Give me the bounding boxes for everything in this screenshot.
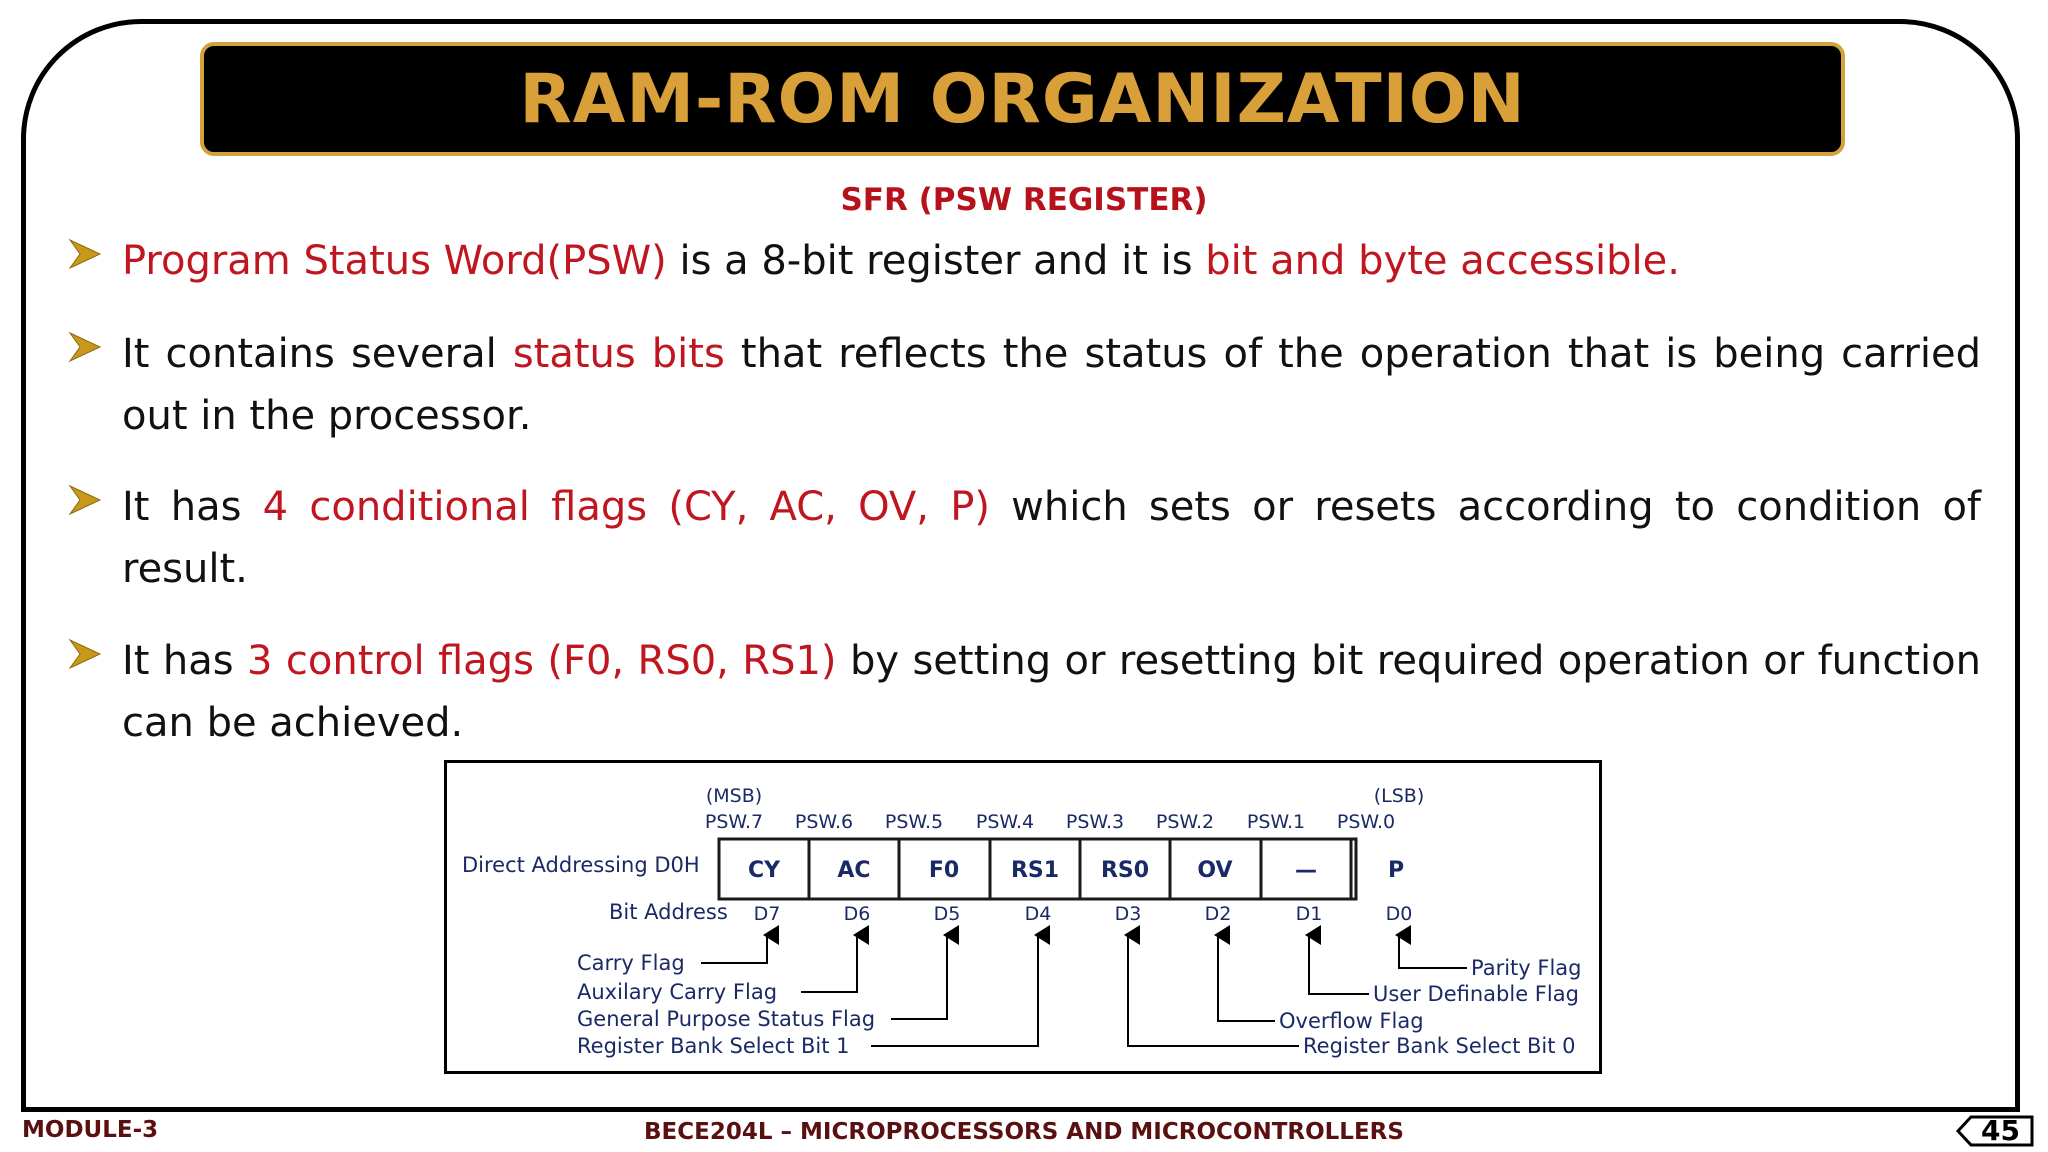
msb-label: (MSB): [705, 785, 763, 807]
bit-cell-ac: AC: [837, 858, 871, 883]
psw-diagram-canvas: [447, 763, 1599, 1071]
bullet-text-segment: It has: [122, 638, 248, 684]
bit-cell-rs0: RS0: [1100, 858, 1150, 883]
slide-title: RAM-ROM ORGANIZATION: [519, 59, 1526, 139]
bit-cell-f0: F0: [928, 858, 960, 883]
aux-carry-connector: [801, 935, 857, 992]
arrow-bullet-icon: [66, 234, 106, 274]
psw-register-diagram: [444, 760, 1602, 1074]
bit-cell-rs1: RS1: [1010, 858, 1060, 883]
psw-label: PSW.5: [884, 811, 944, 833]
gp-flag-connector: [891, 935, 947, 1019]
bit-cell-p: P: [1387, 858, 1405, 883]
parity-flag-label: Parity Flag: [1471, 956, 1582, 980]
bit-address: D2: [1204, 903, 1232, 925]
bit-cell-unused: —: [1295, 858, 1317, 883]
bullet-text-segment: It has: [122, 484, 263, 530]
user-flag-connector: [1309, 935, 1369, 994]
bit-cell-cy: CY: [747, 858, 781, 883]
bullet-text-segment: 4 conditional flags (CY, AC, OV, P): [262, 484, 990, 530]
bit-address: D0: [1385, 903, 1413, 925]
bullet-text-segment: It contains several: [122, 331, 513, 377]
bullet-text: [122, 230, 1981, 292]
aux-carry-flag-label: Auxilary Carry Flag: [577, 980, 778, 1004]
rs0-connector: [1128, 935, 1299, 1046]
bullet-text-segment: which sets or resets according to condition of result.: [122, 484, 1981, 592]
bullet-text-segment: 3 control flags (F0, RS0, RS1): [247, 638, 837, 684]
psw-label: PSW.4: [975, 811, 1035, 833]
bullet-text: [122, 476, 1981, 600]
bit-cell-ov: OV: [1197, 858, 1233, 883]
bullet-text-segment: Program Status Word(PSW): [122, 238, 667, 284]
bit-address: D3: [1114, 903, 1142, 925]
carry-connector: [701, 935, 767, 963]
bit-address-row: [754, 903, 1413, 925]
psw-label: PSW.7: [704, 811, 764, 833]
bit-address-label: Bit Address: [609, 900, 728, 924]
bullet-item: [66, 323, 1981, 447]
arrow-bullet-icon: [66, 634, 106, 674]
bit-address: D6: [843, 903, 871, 925]
bullet-item: [66, 630, 1981, 754]
page-number-badge: [1955, 1114, 2035, 1148]
psw-label: PSW.0: [1336, 811, 1396, 833]
bullet-item: [66, 230, 1981, 292]
bit-address: D4: [1024, 903, 1052, 925]
rs0-label: Register Bank Select Bit 0: [1303, 1034, 1576, 1058]
bullet-text-segment: by setting or resetting bit required operation or function can be achieved.: [122, 638, 1981, 746]
overflow-connector: [1218, 935, 1275, 1021]
rs1-connector: [871, 935, 1038, 1046]
bullet-text-segment: bit and byte accessible.: [1205, 238, 1680, 284]
psw-label: PSW.2: [1155, 811, 1215, 833]
footer-module: MODULE-3: [22, 1117, 159, 1143]
footer-course: BECE204L – MICROPROCESSORS AND MICROCONTROLLERS: [644, 1119, 1404, 1145]
bullet-text: [122, 323, 1981, 447]
carry-flag-label: Carry Flag: [577, 951, 685, 975]
lsb-label: (LSB): [1373, 785, 1425, 807]
overflow-flag-label: Overflow Flag: [1279, 1009, 1424, 1033]
user-flag-label: User Definable Flag: [1373, 982, 1579, 1006]
bullet-text-segment: is a 8-bit register and it is: [666, 238, 1206, 284]
psw-label: PSW.1: [1246, 811, 1306, 833]
bit-address: D7: [753, 903, 781, 925]
rs1-label: Register Bank Select Bit 1: [577, 1034, 850, 1058]
parity-connector: [1399, 935, 1467, 968]
psw-label: PSW.6: [794, 811, 854, 833]
psw-bit-cells: [719, 839, 1404, 899]
psw-label: PSW.3: [1065, 811, 1125, 833]
bullet-text: [122, 630, 1981, 754]
arrow-bullet-icon: [66, 480, 106, 520]
bit-address: D5: [933, 903, 961, 925]
arrow-bullet-icon: [66, 327, 106, 367]
title-banner: [200, 42, 1845, 156]
bullet-text-segment: status bits: [512, 331, 725, 377]
bullet-item: [66, 476, 1981, 600]
bullet-text-segment: that reflects the status of the operation that is being carried out in the processor.: [122, 331, 1981, 439]
direct-addressing-label: Direct Addressing D0H: [462, 853, 700, 877]
psw-label-row: [705, 811, 1395, 833]
page-number: 45: [1981, 1114, 2020, 1147]
bit-address: D1: [1295, 903, 1323, 925]
gp-status-flag-label: General Purpose Status Flag: [577, 1007, 876, 1031]
slide-subtitle: SFR (PSW REGISTER): [840, 182, 1208, 218]
